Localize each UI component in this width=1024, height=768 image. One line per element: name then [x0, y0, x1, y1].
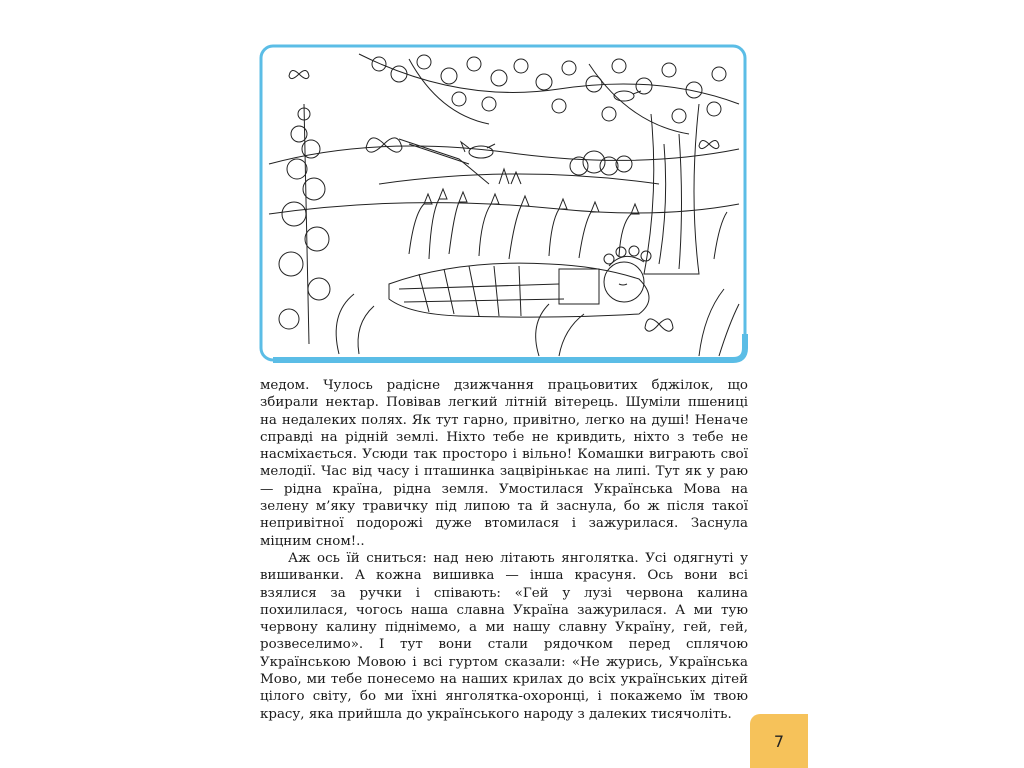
- paragraph: Аж ось їй сниться: над нею літають янголятка. Усі одягнуті у вишиванки. А кожна вишивка — інша красуня. Ось вони всі взялися за ручки і співають: «Гей у лузі червона калина похилилася, чогось наша славна Україна зажурилася. А ми тую червону калину піднімемо, а ми нашу славну Україну, гей, гей, розвеселимо». І тут вони стали рядочком перед сплячою Українською Мовою і всі гуртом сказали: «Не журись, Українська Мово, ми тебе понесемо на наших крилах до всіх українських дітей цілого світу, бо ми їхні янголятка-охоронці, і покажемо їм твою красу, яка прийшла до українського народу з далеких тисячоліть.: [260, 550, 748, 722]
- paragraph: медом. Чулось радісне дзижчання працьовитих бджілок, що збирали нектар. Повівав легкий літній вітерець. Шуміли пшениці на недалеких полях. Як тут гарно, привітно, легко на душі! Неначе справді на рідній землі. Ніхто тебе не кривдить, ніхто з тебе не насміхається. Усюди так просторо і вільно! Комашки виграють свої мелодії. Час від часу і пташинка зацвірінькає на липі. Тут як у раю — рідна країна, рідна земля. Умостилася Українська Мова на зелену м’яку травичку під липою та й заснула, бо ж після такої непривітної подорожі дуже втомилася і зажурилася. Заснула міцним сном!..: [260, 378, 748, 549]
- story-text: [260, 377, 748, 723]
- illustration-svg: [259, 44, 749, 364]
- coloring-illustration: [259, 44, 749, 364]
- illustration-frame: [261, 46, 745, 360]
- page-number: 7: [750, 714, 808, 768]
